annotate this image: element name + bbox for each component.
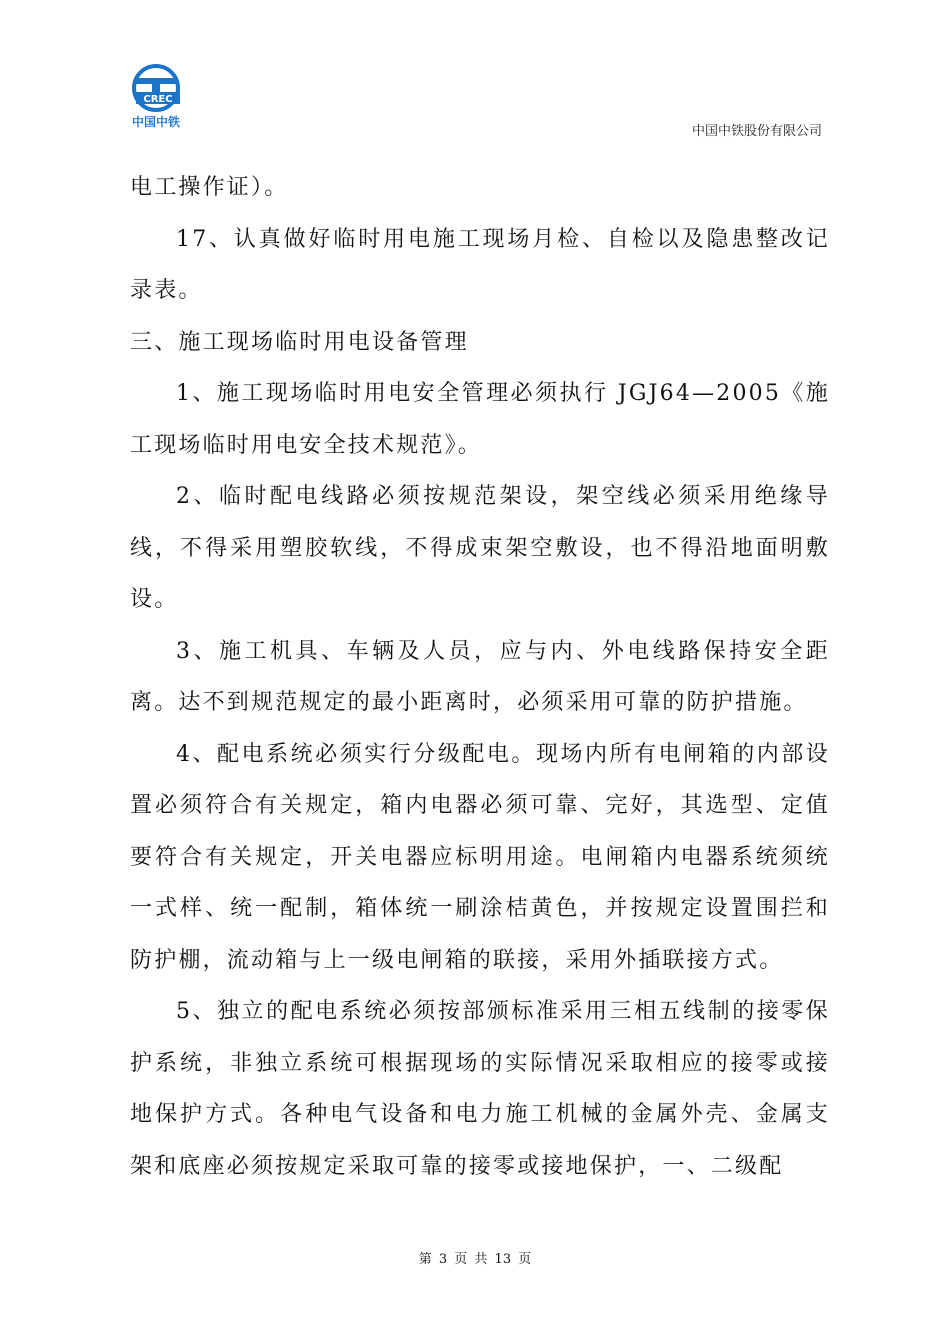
paragraph: 3、施工机具、车辆及人员，应与内、外电线路保持安全距离。达不到规范规定的最小距离时，必须采用可靠的防护措施。: [130, 638, 830, 715]
page-number: 第 3 页 共 13 页: [418, 1252, 532, 1267]
paragraph: 17、认真做好临时用电施工现场月检、自检以及隐患整改记录表。: [130, 226, 830, 303]
logo-text: 中国中铁: [131, 115, 180, 129]
svg-text:CREC: CREC: [143, 94, 173, 105]
paragraph: 电工操作证）。: [130, 175, 289, 200]
paragraph: 2、临时配电线路必须按规范架设，架空线必须采用绝缘导线，不得采用塑胶软线，不得成束架空敷设，也不得沿地面明敷设。: [130, 484, 830, 612]
crec-logo-mark-icon: [124, 64, 188, 114]
paragraph: 1、施工现场临时用电安全管理必须执行 JGJ64—2005《施工现场临时用电安全技术规范》。: [130, 381, 830, 458]
company-name: 中国中铁股份有限公司: [691, 124, 822, 139]
paragraph: 4、配电系统必须实行分级配电。现场内所有电闸箱的内部设置必须符合有关规定，箱内电器必须可靠、完好，其选型、定值要符合有关规定，开关电器应标明用途。电闸箱内电器系统须统一式样、统一配制，箱体统一刷涂桔黄色，并按规定设置围拦和防护棚，流动箱与上一级电闸箱的联接，采用外插联接方式。: [130, 741, 830, 973]
paragraph: 5、独立的配电系统必须按部颁标准采用三相五线制的接零保护系统，非独立系统可根据现场的实际情况采取相应的接零或接地保护方式。各种电气设备和电力施工机械的金属外壳、金属支架和底座必须按规定采取可靠的接零或接地保护，一、二级配: [130, 999, 830, 1179]
paragraph: 三、施工现场临时用电设备管理: [130, 329, 469, 355]
header-divider: [124, 140, 826, 141]
page-header: [0, 0, 950, 140]
crec-logo: [124, 64, 188, 132]
document-body: [130, 162, 830, 1192]
